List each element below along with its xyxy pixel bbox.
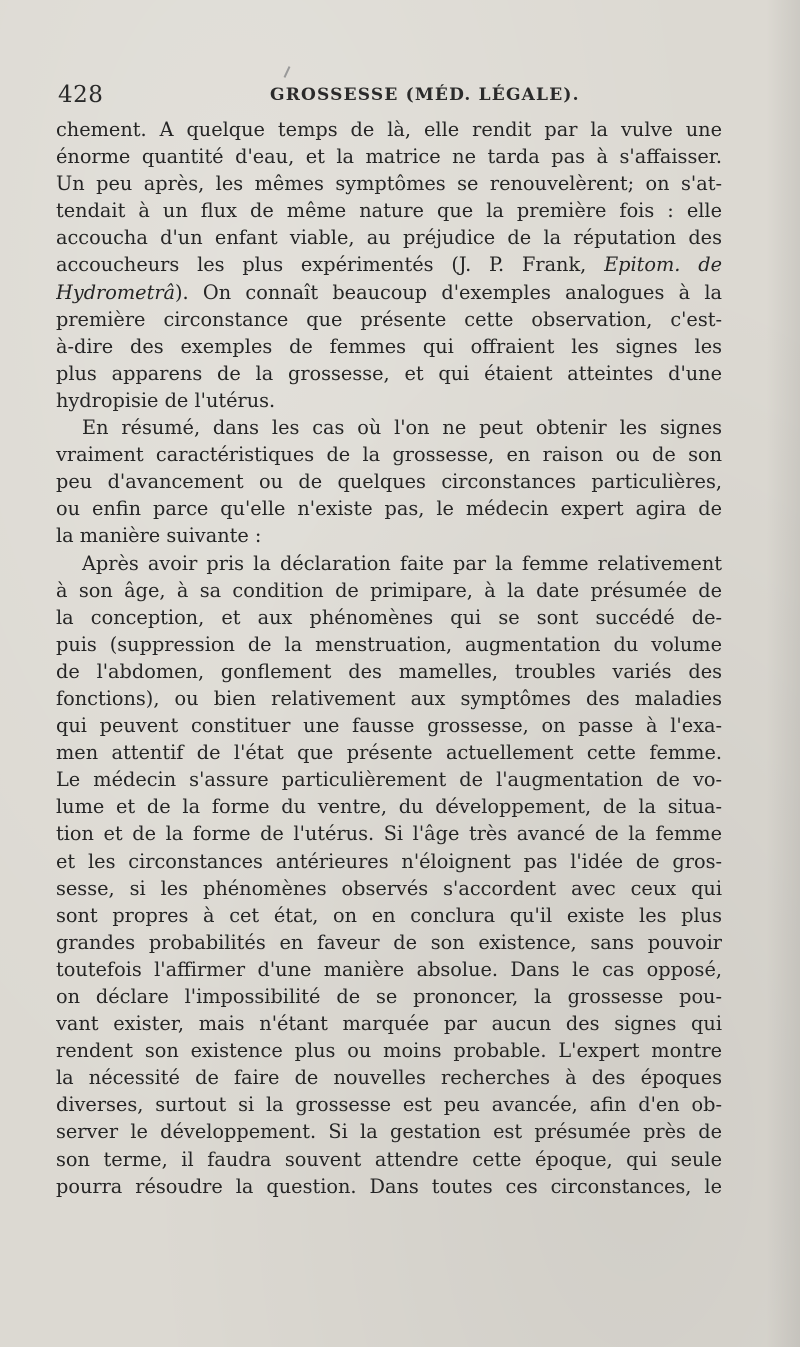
text-line: grandes probabilités en faveur de son existence, sans pouvoir: [56, 930, 722, 954]
text-line: la nécessité de faire de nouvelles recherches à des époques: [56, 1066, 722, 1090]
text-line: plus apparens de la grossesse, et qui étaient atteintes d'une: [56, 361, 722, 385]
text-line: rendent son existence plus ou moins probable. L'expert montre: [56, 1039, 722, 1063]
text-line: toutefois l'affirmer d'une manière absolue. Dans le cas opposé,: [56, 957, 722, 981]
text-line: men attentif de l'état que présente actuellement cette femme.: [56, 741, 722, 765]
citation-italic: Epitom. de: [604, 253, 722, 277]
text-line: chement. A quelque temps de là, elle rendit par la vulve une: [56, 118, 722, 141]
text-line: vraiment caractéristiques de la grossesse, en raison ou de son: [56, 443, 722, 467]
text-line: Le médecin s'assure particulièrement de l'augmentation de vo-: [56, 768, 722, 792]
text-line: En résumé, dans les cas où l'on ne peut obtenir les signes: [82, 416, 722, 440]
text-line: diverses, surtout si la grossesse est peu avancée, afin d'en ob-: [56, 1093, 722, 1117]
text-line: et les circonstances antérieures n'éloignent pas l'idée de gros-: [56, 849, 722, 873]
text-line: tion et de la forme de l'utérus. Si l'âge très avancé de la femme: [56, 822, 722, 846]
text-line: lume et de la forme du ventre, du développement, de la situa-: [56, 795, 722, 819]
text-line: fonctions), ou bien relativement aux symptômes des maladies: [56, 686, 722, 710]
citation-italic: Hydrometrâ: [56, 280, 176, 304]
text-line-citation: [56, 251, 722, 278]
running-title: GROSSESSE (MÉD. LÉGALE).: [270, 85, 580, 105]
text-line: accoucha d'un enfant viable, au préjudice de la réputation des: [56, 226, 722, 250]
text-line: tendait à un flux de même nature que la première fois : elle: [56, 199, 722, 223]
text-line: à-dire des exemples de femmes qui offraient les signes les: [56, 334, 722, 358]
text-line: hydropisie de l'utérus.: [56, 388, 276, 412]
text-line: sont propres à cet état, on en conclura qu'il existe les plus: [56, 903, 722, 927]
text-line: Hydrometrâ). On connaît beaucoup d'exemples analogues à la: [56, 280, 722, 304]
text-line: à son âge, à sa condition de primipare, à la date présumée de: [56, 578, 722, 602]
text-line: puis (suppression de la menstruation, augmentation du volume: [56, 632, 722, 656]
text-line: qui peuvent constituer une fausse grossesse, on passe à l'exa-: [56, 714, 722, 738]
text-line: peu d'avancement ou de quelques circonstances particulières,: [56, 470, 722, 494]
text-line: sesse, si les phénomènes observés s'accordent avec ceux qui: [56, 876, 722, 900]
text-line: son terme, il faudra souvent attendre cette époque, qui seule: [56, 1147, 722, 1171]
page-edge-shadow: [766, 0, 800, 1347]
text-line: énorme quantité d'eau, et la matrice ne tarda pas à s'affaisser.: [56, 145, 722, 169]
text-line: on déclare l'impossibilité de se prononcer, la grossesse pou-: [56, 985, 722, 1008]
text-line: pourra résoudre la question. Dans toutes ces circonstances, le: [56, 1174, 722, 1198]
text-line: première circonstance que présente cette observation, c'est-: [56, 307, 722, 331]
text-line: ou enfin parce qu'elle n'existe pas, le médecin expert agira de: [56, 497, 722, 521]
text-line: vant exister, mais n'étant marquée par aucun des signes qui: [56, 1012, 722, 1036]
text-line: la manière suivante :: [56, 524, 262, 548]
stray-mark: [284, 66, 291, 78]
text-line: Un peu après, les mêmes symptômes se renouvelèrent; on s'at-: [56, 172, 722, 196]
text-line: Après avoir pris la déclaration faite par la femme relativement: [82, 551, 722, 575]
body-text: [56, 116, 722, 1200]
page-number: 428: [58, 82, 104, 108]
running-head: [58, 82, 722, 112]
text-line: server le développement. Si la gestation est présumée près de: [56, 1120, 722, 1144]
text-line: la conception, et aux phénomènes qui se sont succédé de-: [56, 605, 722, 629]
text-line: de l'abdomen, gonflement des mamelles, troubles variés des: [56, 659, 722, 683]
citation-line: accoucheurs les plus expérimentés (J. P. Frank, Epitom. de: [56, 253, 722, 277]
